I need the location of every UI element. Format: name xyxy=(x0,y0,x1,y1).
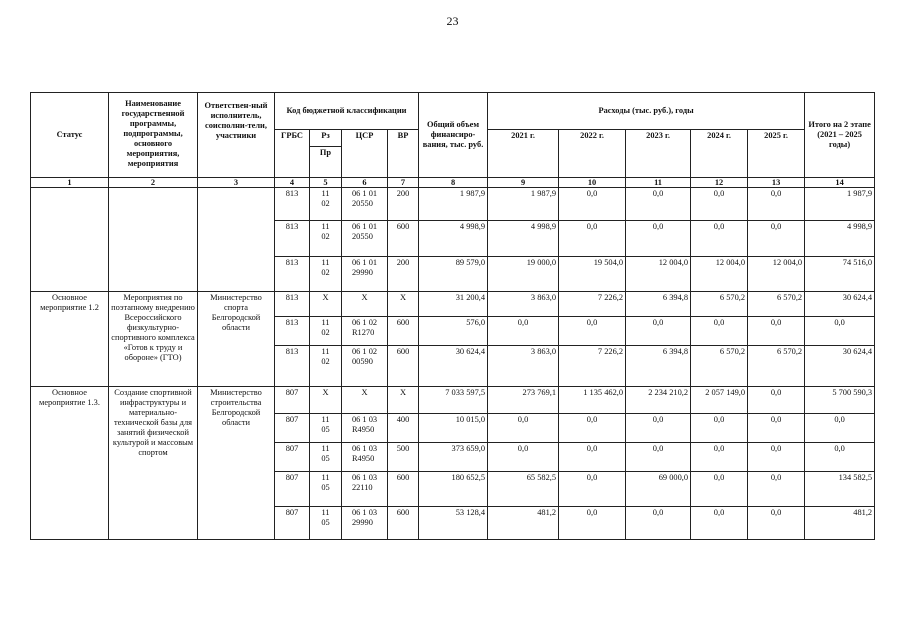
vr-cell: 600 xyxy=(388,346,419,387)
y2025-cell: 6 570,2 xyxy=(748,346,805,387)
pr-value: 05 xyxy=(321,425,330,434)
total-cell: 180 652,5 xyxy=(419,472,488,507)
total-cell: 7 033 597,5 xyxy=(419,387,488,414)
header-total-volume: Общий объем финансиро-вания, тыс. руб. xyxy=(419,93,488,178)
header-2023: 2023 г. xyxy=(626,130,691,178)
csr-value: 06 1 03 xyxy=(351,508,378,517)
header-expenses: Расходы (тыс. руб.), годы xyxy=(488,93,805,130)
rz-pr-cell: Х xyxy=(310,292,342,317)
vr-cell: 200 xyxy=(388,257,419,292)
y2021-cell: 4 998,9 xyxy=(488,221,559,257)
header-name: Наименование государственной программы, подпрограммы, основного мероприятия, мероприятия xyxy=(109,93,198,178)
csr-suffix: R4950 xyxy=(351,425,375,434)
col-number: 2 xyxy=(109,178,198,188)
col-number: 14 xyxy=(805,178,875,188)
vr-cell: 600 xyxy=(388,221,419,257)
y2023-cell: 0,0 xyxy=(626,443,691,472)
y2021-cell: 0,0 xyxy=(488,414,559,443)
y2022-cell: 1 135 462,0 xyxy=(559,387,626,414)
y2024-cell: 0,0 xyxy=(691,507,748,540)
y2024-cell: 0,0 xyxy=(691,414,748,443)
total-cell: 30 624,4 xyxy=(419,346,488,387)
header-2025: 2025 г. xyxy=(748,130,805,178)
page-number: 23 xyxy=(446,14,459,28)
header-grbs: ГРБС xyxy=(275,130,310,178)
rz-value: 11 xyxy=(321,444,330,453)
stage-cell: 0,0 xyxy=(805,443,875,472)
rz-pr-cell xyxy=(310,414,342,443)
y2025-cell: 6 570,2 xyxy=(748,292,805,317)
csr-suffix: 00590 xyxy=(351,357,373,366)
header-status: Статус xyxy=(31,93,109,178)
y2025-cell: 0,0 xyxy=(748,387,805,414)
csr-value: 06 1 02 xyxy=(351,318,378,327)
rz-pr-cell xyxy=(310,443,342,472)
rz-value: 11 xyxy=(321,415,330,424)
y2024-cell: 6 570,2 xyxy=(691,346,748,387)
y2021-cell: 0,0 xyxy=(488,443,559,472)
executor-cell xyxy=(198,188,275,292)
vr-cell: 600 xyxy=(388,507,419,540)
stage-cell: 0,0 xyxy=(805,317,875,346)
y2021-cell: 0,0 xyxy=(488,317,559,346)
csr-cell xyxy=(342,317,388,346)
table-body xyxy=(31,188,875,540)
total-cell: 4 998,9 xyxy=(419,221,488,257)
grbs-cell: 807 xyxy=(275,387,310,414)
csr-cell xyxy=(342,443,388,472)
y2024-cell: 0,0 xyxy=(691,317,748,346)
header-executor: Ответствен-ный исполнитель, соисполни-тели, участники xyxy=(198,93,275,178)
pr-value: 02 xyxy=(321,232,330,241)
col-number: 7 xyxy=(388,178,419,188)
y2024-cell: 0,0 xyxy=(691,443,748,472)
y2021-cell: 19 000,0 xyxy=(488,257,559,292)
column-number-row xyxy=(31,178,875,188)
y2023-cell: 6 394,8 xyxy=(626,292,691,317)
vr-cell: 500 xyxy=(388,443,419,472)
total-cell: 89 579,0 xyxy=(419,257,488,292)
y2022-cell: 0,0 xyxy=(559,443,626,472)
vr-cell: 400 xyxy=(388,414,419,443)
grbs-cell: 813 xyxy=(275,188,310,221)
rz-value: 11 xyxy=(321,222,330,231)
total-cell: 31 200,4 xyxy=(419,292,488,317)
header-pr: Пр xyxy=(310,147,342,178)
y2025-cell: 0,0 xyxy=(748,507,805,540)
rz-pr-cell xyxy=(310,507,342,540)
col-number: 13 xyxy=(748,178,805,188)
csr-cell: Х xyxy=(342,292,388,317)
grbs-cell: 807 xyxy=(275,414,310,443)
header-budget-code: Код бюджетной классификации xyxy=(275,93,419,130)
header-vr: ВР xyxy=(388,130,419,178)
header-2024: 2024 г. xyxy=(691,130,748,178)
y2023-cell: 0,0 xyxy=(626,317,691,346)
csr-cell: Х xyxy=(342,387,388,414)
y2025-cell: 0,0 xyxy=(748,188,805,221)
y2024-cell: 2 057 149,0 xyxy=(691,387,748,414)
name-cell: Создание спортивной инфраструктуры и материально-технической базы для занятий физической культурой и массовым спортом xyxy=(109,387,198,540)
stage-cell: 0,0 xyxy=(805,414,875,443)
csr-value: 06 1 03 xyxy=(351,415,378,424)
csr-value: 06 1 01 xyxy=(351,189,378,198)
col-number: 8 xyxy=(419,178,488,188)
rz-value: 11 xyxy=(321,347,330,356)
y2025-cell: 12 004,0 xyxy=(748,257,805,292)
stage-cell: 74 516,0 xyxy=(805,257,875,292)
executor-cell: Министерство строительства Белгородской области xyxy=(198,387,275,540)
rz-value: 11 xyxy=(321,473,330,482)
csr-suffix: 22110 xyxy=(351,483,373,492)
stage-cell: 481,2 xyxy=(805,507,875,540)
stage-cell: 1 987,9 xyxy=(805,188,875,221)
csr-value: 06 1 01 xyxy=(351,258,378,267)
y2024-cell: 6 570,2 xyxy=(691,292,748,317)
pr-value: 02 xyxy=(321,328,330,337)
stage-cell: 134 582,5 xyxy=(805,472,875,507)
y2021-cell: 1 987,9 xyxy=(488,188,559,221)
vr-cell: Х xyxy=(388,292,419,317)
y2024-cell: 0,0 xyxy=(691,221,748,257)
y2023-cell: 69 000,0 xyxy=(626,472,691,507)
y2022-cell: 19 504,0 xyxy=(559,257,626,292)
vr-cell: 200 xyxy=(388,188,419,221)
csr-cell xyxy=(342,221,388,257)
rz-value: 11 xyxy=(321,508,330,517)
vr-cell: 600 xyxy=(388,472,419,507)
grbs-cell: 813 xyxy=(275,292,310,317)
csr-suffix: 20550 xyxy=(351,199,373,208)
grbs-cell: 813 xyxy=(275,346,310,387)
csr-suffix: 29990 xyxy=(351,268,373,277)
name-cell xyxy=(109,188,198,292)
table-row xyxy=(31,292,875,317)
stage-cell: 4 998,9 xyxy=(805,221,875,257)
y2021-cell: 3 863,0 xyxy=(488,292,559,317)
table-row xyxy=(31,188,875,221)
csr-suffix: 20550 xyxy=(351,232,373,241)
y2022-cell: 7 226,2 xyxy=(559,346,626,387)
total-cell: 1 987,9 xyxy=(419,188,488,221)
grbs-cell: 807 xyxy=(275,472,310,507)
csr-cell xyxy=(342,472,388,507)
y2022-cell: 0,0 xyxy=(559,507,626,540)
y2022-cell: 0,0 xyxy=(559,472,626,507)
csr-value: 06 1 02 xyxy=(351,347,378,356)
col-number: 5 xyxy=(310,178,342,188)
y2022-cell: 7 226,2 xyxy=(559,292,626,317)
y2022-cell: 0,0 xyxy=(559,221,626,257)
y2021-cell: 481,2 xyxy=(488,507,559,540)
rz-pr-cell xyxy=(310,188,342,221)
y2021-cell: 273 769,1 xyxy=(488,387,559,414)
csr-value: 06 1 01 xyxy=(351,222,378,231)
stage-cell: 30 624,4 xyxy=(805,292,875,317)
rz-pr-cell xyxy=(310,472,342,507)
pr-value: 05 xyxy=(321,483,330,492)
table-row xyxy=(31,387,875,414)
col-number: 10 xyxy=(559,178,626,188)
total-cell: 576,0 xyxy=(419,317,488,346)
csr-suffix: 29990 xyxy=(351,518,373,527)
y2025-cell: 0,0 xyxy=(748,414,805,443)
csr-suffix: R1270 xyxy=(351,328,375,337)
rz-value: 11 xyxy=(321,189,330,198)
y2024-cell: 0,0 xyxy=(691,472,748,507)
grbs-cell: 807 xyxy=(275,507,310,540)
csr-cell xyxy=(342,507,388,540)
rz-pr-cell xyxy=(310,257,342,292)
pr-value: 05 xyxy=(321,518,330,527)
y2023-cell: 0,0 xyxy=(626,507,691,540)
grbs-cell: 813 xyxy=(275,221,310,257)
budget-table xyxy=(30,92,875,540)
grbs-cell: 807 xyxy=(275,443,310,472)
vr-cell: Х xyxy=(388,387,419,414)
col-number: 9 xyxy=(488,178,559,188)
y2023-cell: 0,0 xyxy=(626,414,691,443)
y2022-cell: 0,0 xyxy=(559,317,626,346)
y2025-cell: 0,0 xyxy=(748,443,805,472)
y2025-cell: 0,0 xyxy=(748,221,805,257)
rz-pr-cell: Х xyxy=(310,387,342,414)
rz-pr-cell xyxy=(310,346,342,387)
rz-pr-cell xyxy=(310,317,342,346)
grbs-cell: 813 xyxy=(275,317,310,346)
csr-value: 06 1 03 xyxy=(351,444,378,453)
csr-cell xyxy=(342,414,388,443)
y2022-cell: 0,0 xyxy=(559,188,626,221)
pr-value: 02 xyxy=(321,357,330,366)
header-csr: ЦСР xyxy=(342,130,388,178)
y2023-cell: 2 234 210,2 xyxy=(626,387,691,414)
y2024-cell: 0,0 xyxy=(691,188,748,221)
grbs-cell: 813 xyxy=(275,257,310,292)
y2023-cell: 0,0 xyxy=(626,221,691,257)
rz-pr-cell xyxy=(310,221,342,257)
rz-value: 11 xyxy=(321,318,330,327)
y2022-cell: 0,0 xyxy=(559,414,626,443)
stage-cell: 5 700 590,3 xyxy=(805,387,875,414)
table-header xyxy=(31,93,875,188)
col-number: 3 xyxy=(198,178,275,188)
name-cell: Мероприятия по поэтапному внедрению Всероссийского физкультурно-спортивного комплекса «Готов к труду и обороне» (ГТО) xyxy=(109,292,198,387)
y2024-cell: 12 004,0 xyxy=(691,257,748,292)
y2021-cell: 65 582,5 xyxy=(488,472,559,507)
stage-cell: 30 624,4 xyxy=(805,346,875,387)
vr-cell: 600 xyxy=(388,317,419,346)
col-number: 12 xyxy=(691,178,748,188)
y2023-cell: 0,0 xyxy=(626,188,691,221)
col-number: 1 xyxy=(31,178,109,188)
status-cell xyxy=(31,188,109,292)
total-cell: 373 659,0 xyxy=(419,443,488,472)
pr-value: 02 xyxy=(321,199,330,208)
col-number: 6 xyxy=(342,178,388,188)
y2025-cell: 0,0 xyxy=(748,317,805,346)
csr-cell xyxy=(342,346,388,387)
csr-cell xyxy=(342,188,388,221)
pr-value: 02 xyxy=(321,268,330,277)
header-2021: 2021 г. xyxy=(488,130,559,178)
y2023-cell: 12 004,0 xyxy=(626,257,691,292)
pr-value: 05 xyxy=(321,454,330,463)
total-cell: 10 015,0 xyxy=(419,414,488,443)
y2025-cell: 0,0 xyxy=(748,472,805,507)
y2021-cell: 3 863,0 xyxy=(488,346,559,387)
total-cell: 53 128,4 xyxy=(419,507,488,540)
status-cell: Основное мероприятие 1.3. xyxy=(31,387,109,540)
header-rz: Рз xyxy=(310,130,342,147)
col-number: 4 xyxy=(275,178,310,188)
header-stage-total: Итого на 2 этапе (2021 – 2025 годы) xyxy=(805,93,875,178)
status-cell: Основное мероприятие 1.2 xyxy=(31,292,109,387)
executor-cell: Министерство спорта Белгородской области xyxy=(198,292,275,387)
header-2022: 2022 г. xyxy=(559,130,626,178)
rz-value: 11 xyxy=(321,258,330,267)
csr-suffix: R4950 xyxy=(351,454,375,463)
y2023-cell: 6 394,8 xyxy=(626,346,691,387)
csr-cell xyxy=(342,257,388,292)
col-number: 11 xyxy=(626,178,691,188)
csr-value: 06 1 03 xyxy=(351,473,378,482)
